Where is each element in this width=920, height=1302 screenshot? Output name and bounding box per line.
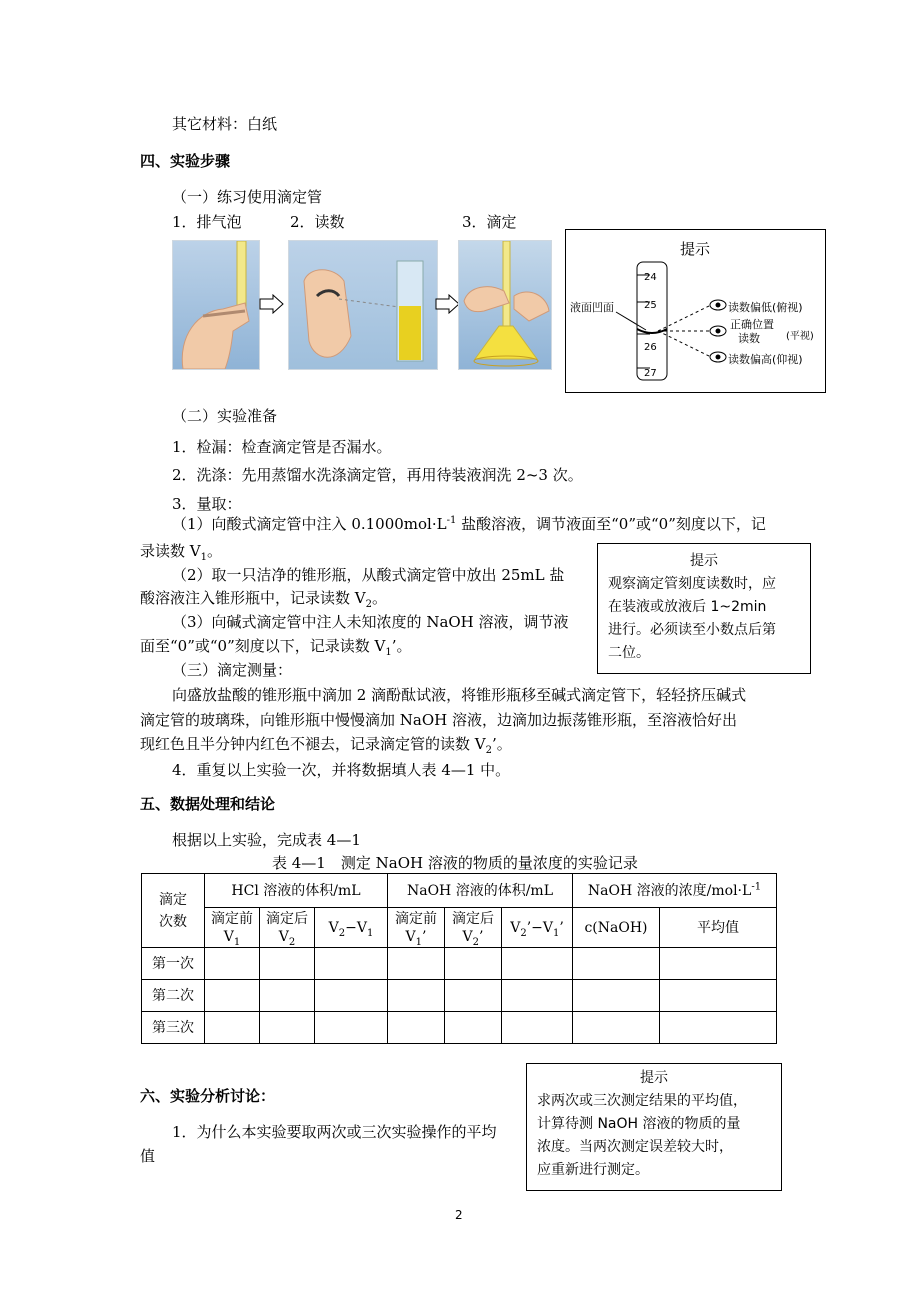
table-cell[interactable] bbox=[502, 980, 573, 1012]
part-3-heading: （三）滴定测量： bbox=[172, 661, 293, 679]
table-caption: 表 4—1 测定 NaOH 溶液的物质的量浓度的实验记录 bbox=[272, 854, 638, 872]
tick-24: 24 bbox=[644, 272, 657, 283]
header-count: 滴定 次数 bbox=[142, 874, 205, 948]
expel-bubbles-illustration bbox=[173, 241, 259, 369]
row-label: 第二次 bbox=[142, 980, 205, 1012]
table-cell[interactable] bbox=[388, 1012, 445, 1044]
repeat-line: 4．重复以上实验一次，并将数据填人表 4—1 中。 bbox=[172, 761, 511, 779]
header-naoh-before: 滴定前 $V_1$’ bbox=[388, 908, 445, 948]
hint-line: 应重新进行测定。 bbox=[537, 1162, 649, 1178]
page-number: 2 bbox=[455, 1208, 463, 1222]
measure-3-line-1: （3）向碱式滴定管中注人未知浓度的 NaOH 溶液，调节液 bbox=[172, 613, 569, 631]
titration-line-3: 现红色且半分钟内红色不褪去，记录滴定管的读数 $V_2$’。 bbox=[140, 735, 512, 756]
step-3-label: 3．滴定 bbox=[462, 213, 517, 231]
table-cell[interactable] bbox=[660, 980, 777, 1012]
table-cell[interactable] bbox=[445, 1012, 502, 1044]
header-hcl-diff: $V_2-V_1$ bbox=[315, 908, 388, 948]
reading-illustration bbox=[289, 241, 437, 369]
read-correct-label-2: 读数 bbox=[738, 332, 760, 345]
row-label: 第三次 bbox=[142, 1012, 205, 1044]
hint-reading-diagram bbox=[565, 229, 826, 393]
read-correct-label: 正确位置 bbox=[730, 318, 774, 331]
read-level-label: (平视) bbox=[786, 331, 814, 342]
measure-3-line-2: 面至“0”或“0”刻度以下，记录读数 $V_1$’。 bbox=[140, 637, 412, 658]
tick-27: 27 bbox=[644, 368, 657, 379]
meniscus-label: 液面凹面 bbox=[570, 301, 614, 314]
measure-2-line-1: （2）取一只洁净的锥形瓶，从酸式滴定管中放出 25mL 盐 bbox=[172, 566, 565, 584]
read-high-label: 读数偏高(仰视) bbox=[728, 353, 803, 366]
section-6-title: 六、实验分析讨论： bbox=[140, 1087, 276, 1105]
part-2-heading: （二）实验准备 bbox=[172, 407, 278, 425]
photo-expel-bubbles bbox=[172, 240, 260, 370]
table-cell[interactable] bbox=[205, 948, 260, 980]
hint-title: 提示 bbox=[690, 553, 718, 569]
header-hcl-after: 滴定后 $V_2$ bbox=[260, 908, 315, 948]
titration-line-1: 向盛放盐酸的锥形瓶中滴加 2 滴酚酞试液，将锥形瓶移至碱式滴定管下，轻轻挤压碱式 bbox=[172, 686, 747, 704]
arrow-right-icon bbox=[259, 294, 285, 314]
tick-25: 25 bbox=[644, 300, 657, 311]
row-label: 第一次 bbox=[142, 948, 205, 980]
header-average: 平均值 bbox=[660, 908, 777, 948]
hint-line: 观察滴定管刻度读数时，应 bbox=[608, 576, 776, 592]
record-table bbox=[141, 873, 777, 1044]
header-naoh-diff: $V_2’-V_1$’ bbox=[502, 908, 573, 948]
table-cell[interactable] bbox=[502, 1012, 573, 1044]
prep-washing: 2．洗涤：先用蒸馏水洗涤滴定管，再用待装液润洗 2~3 次。 bbox=[172, 466, 583, 484]
section-5-intro: 根据以上实验，完成表 4—1 bbox=[172, 831, 361, 849]
hint-title: 提示 bbox=[640, 1070, 668, 1086]
question-1-line-1: 1．为什么本实验要取两次或三次实验操作的平均 bbox=[172, 1123, 497, 1141]
table-cell[interactable] bbox=[573, 980, 660, 1012]
hint-line: 求两次或三次测定结果的平均值， bbox=[537, 1093, 747, 1109]
table-cell[interactable] bbox=[260, 1012, 315, 1044]
titration-illustration bbox=[459, 241, 551, 369]
photo-reading bbox=[288, 240, 438, 370]
prep-leak-check: 1．检漏：检查滴定管是否漏水。 bbox=[172, 438, 392, 456]
header-hcl-volume: HCl 溶液的体积/mL bbox=[205, 874, 388, 908]
header-c-naoh: c(NaOH) bbox=[573, 908, 660, 948]
hint-line: 浓度。当两次测定误差较大时， bbox=[537, 1139, 733, 1155]
table-cell[interactable] bbox=[205, 1012, 260, 1044]
table-cell[interactable] bbox=[315, 980, 388, 1012]
hint-line: 在装液或放液后 1~2min bbox=[608, 599, 767, 615]
table-cell[interactable] bbox=[315, 1012, 388, 1044]
measure-1-line-1: （1）向酸式滴定管中注入 $0.1000mol\cdot L^{-1}$ 盐酸溶液，调节液面至“0”或“0”刻度以下，记 bbox=[172, 515, 766, 533]
table-cell[interactable] bbox=[573, 948, 660, 980]
step-2-label: 2．读数 bbox=[290, 213, 345, 231]
table-cell[interactable] bbox=[388, 948, 445, 980]
table-cell[interactable] bbox=[502, 948, 573, 980]
header-hcl-before: 滴定前 $V_1$ bbox=[205, 908, 260, 948]
table-cell[interactable] bbox=[260, 948, 315, 980]
section-5-title: 五、数据处理和结论 bbox=[140, 795, 276, 813]
materials-line: 其它材料：白纸 bbox=[172, 115, 278, 133]
photo-titration bbox=[458, 240, 552, 370]
table-cell[interactable] bbox=[573, 1012, 660, 1044]
tick-26: 26 bbox=[644, 342, 657, 353]
question-1-line-2: 值 bbox=[140, 1147, 156, 1165]
table-cell[interactable] bbox=[260, 980, 315, 1012]
table-cell[interactable] bbox=[205, 980, 260, 1012]
titration-line-2: 滴定管的玻璃珠，向锥形瓶中慢慢滴加 NaOH 溶液，边滴加边振荡锥形瓶，至溶液恰好出 bbox=[140, 711, 737, 729]
hint-average bbox=[526, 1063, 782, 1191]
measure-2-line-2: 酸溶液注入锥形瓶中，记录读数 $V_2$。 bbox=[140, 589, 387, 610]
table-cell[interactable] bbox=[445, 948, 502, 980]
table-cell[interactable] bbox=[660, 948, 777, 980]
header-naoh-volume: NaOH 溶液的体积/mL bbox=[388, 874, 573, 908]
prep-measure: 3．量取： bbox=[172, 495, 242, 513]
section-4-title: 四、实验步骤 bbox=[140, 152, 231, 170]
header-naoh-concentration: NaOH 溶液的浓度$/mol\cdot L^{-1}$ bbox=[573, 874, 777, 908]
table-cell[interactable] bbox=[388, 980, 445, 1012]
measure-1-line-2: 录读数 $V_1$。 bbox=[140, 542, 222, 563]
table-cell[interactable] bbox=[315, 948, 388, 980]
table-cell[interactable] bbox=[445, 980, 502, 1012]
part-1-heading: （一）练习使用滴定管 bbox=[172, 188, 323, 206]
hint-title: 提示 bbox=[680, 240, 711, 258]
header-naoh-after: 滴定后 $V_2$’ bbox=[445, 908, 502, 948]
step-1-label: 1．排气泡 bbox=[172, 213, 242, 231]
hint-line: 二位。 bbox=[608, 645, 650, 661]
hint-reading-timing bbox=[597, 543, 811, 674]
table-cell[interactable] bbox=[660, 1012, 777, 1044]
hint-line: 计算待测 NaOH 溶液的物质的量 bbox=[537, 1116, 741, 1132]
hint-line: 进行。必须读至小数点后第 bbox=[608, 622, 776, 638]
read-low-label: 读数偏低(俯视) bbox=[728, 301, 803, 314]
